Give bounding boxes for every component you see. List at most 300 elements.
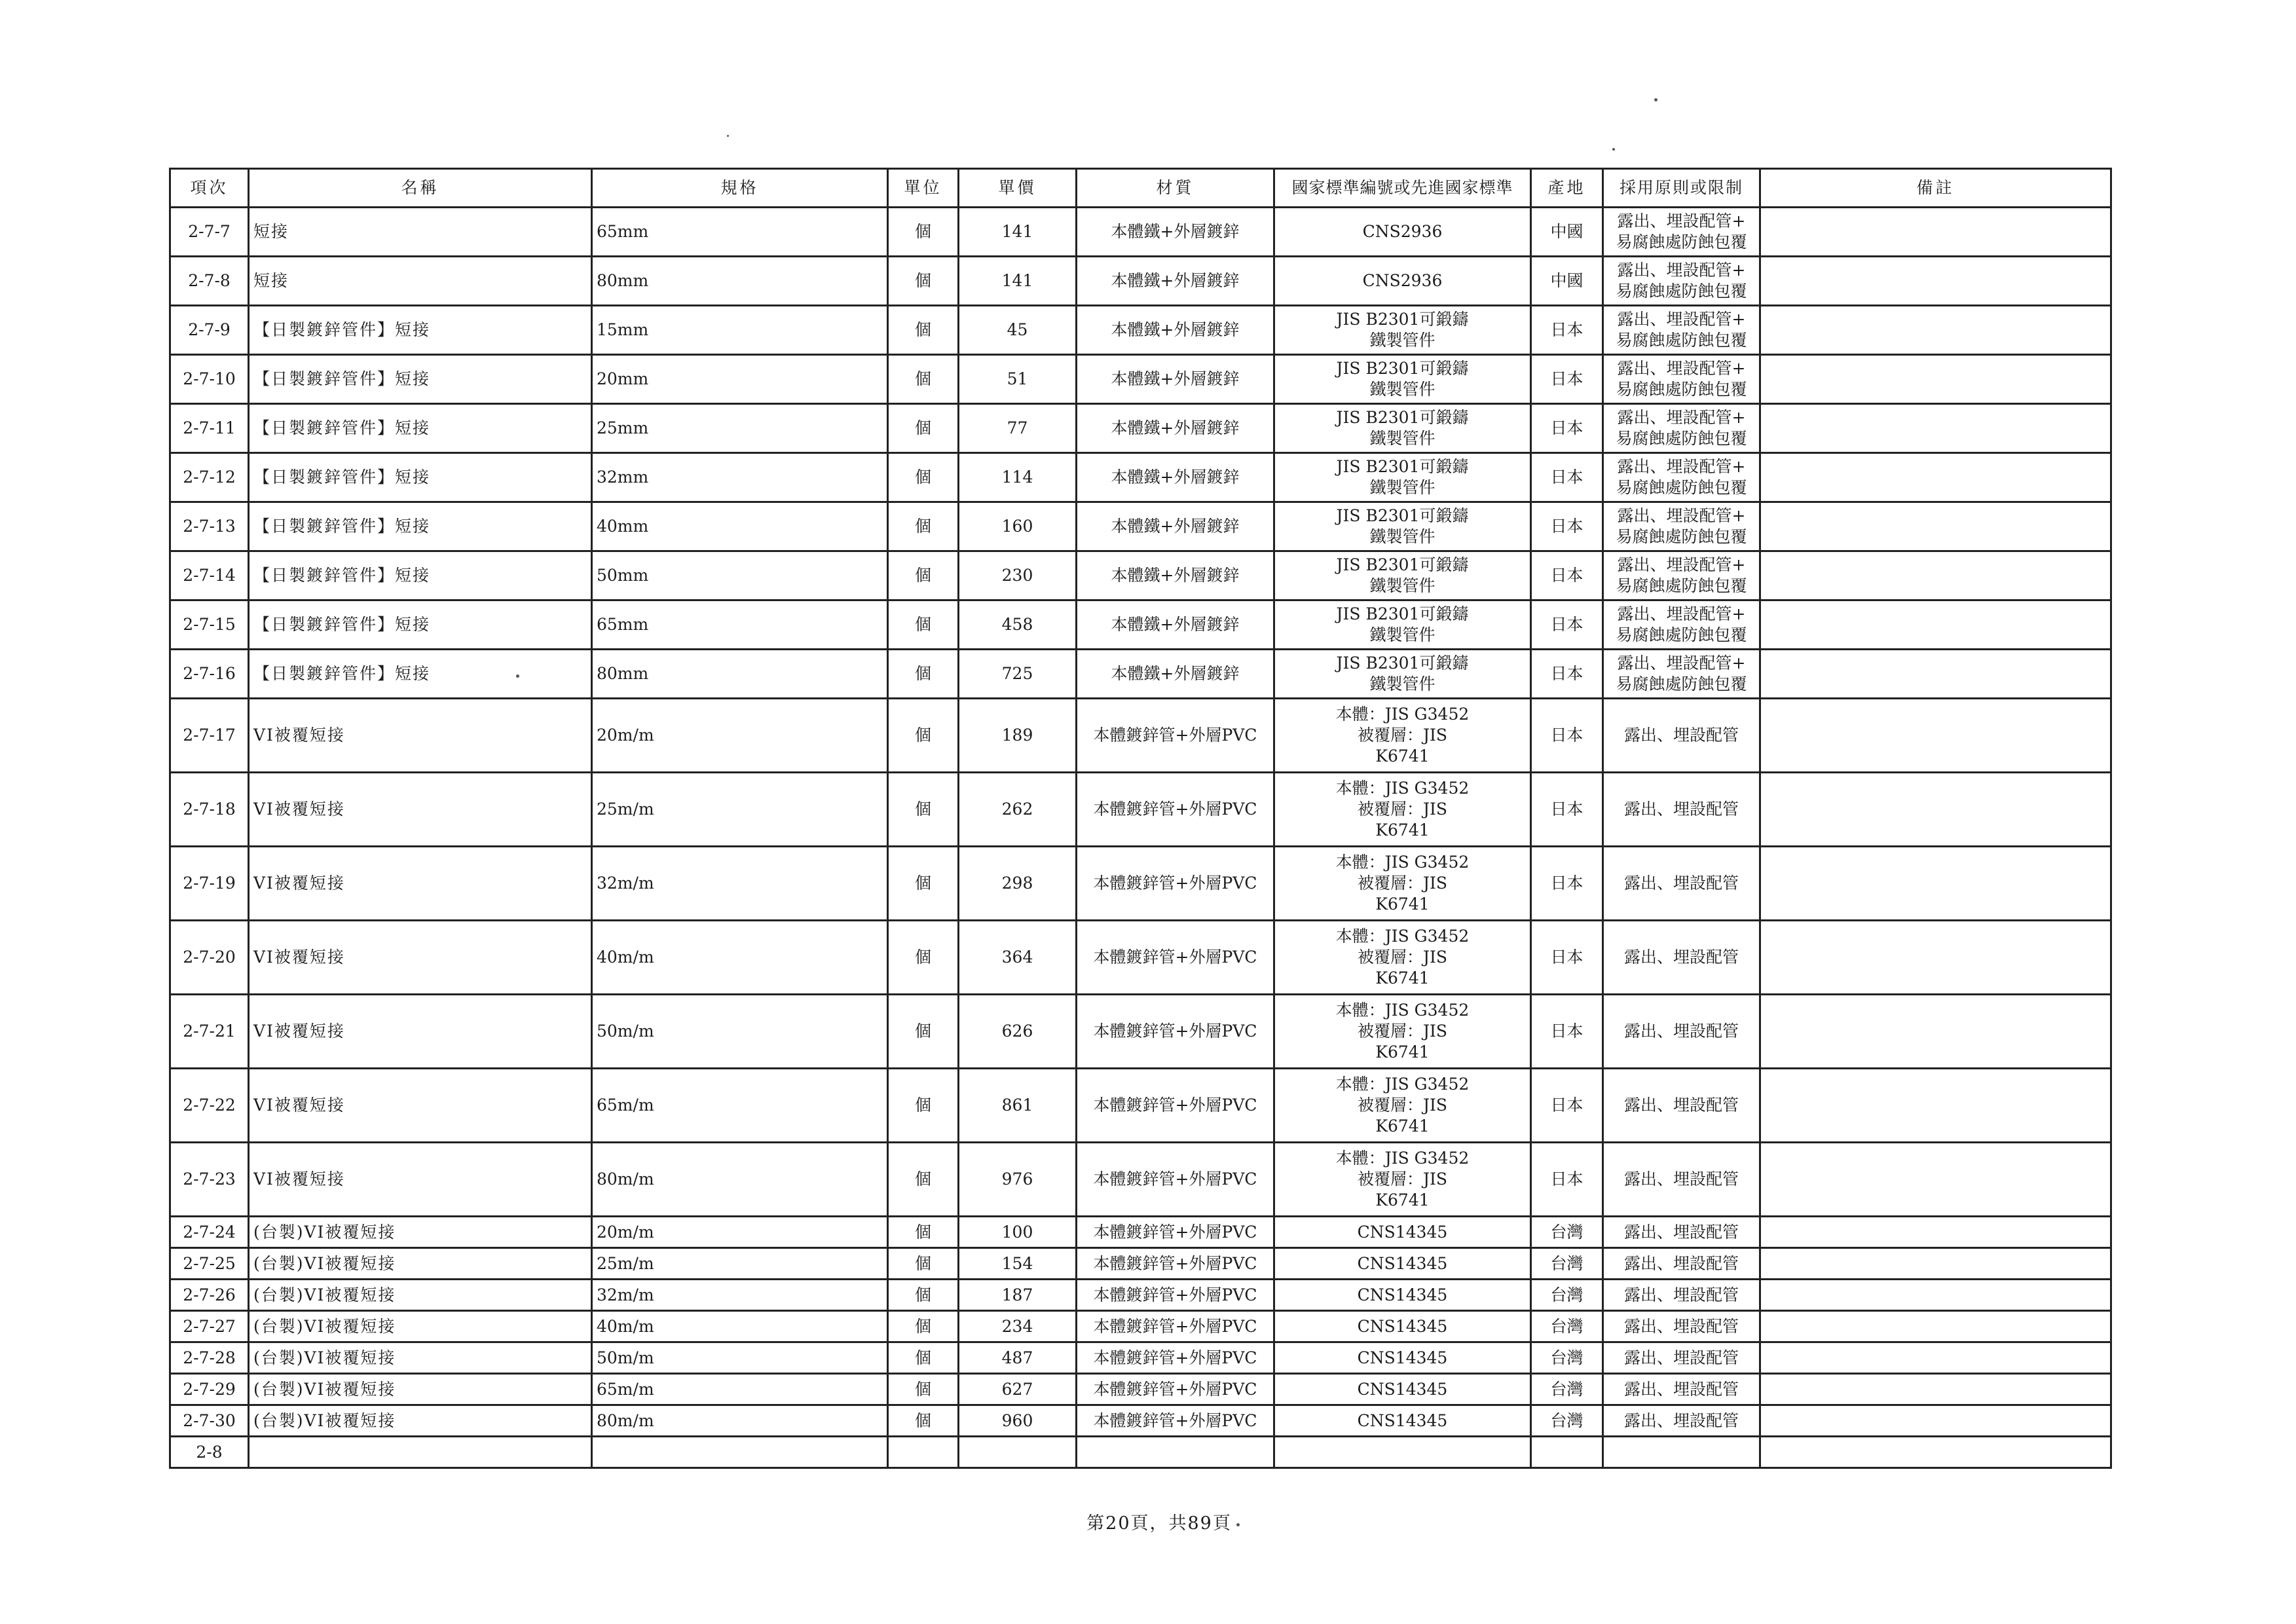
cell-material: 本體鐵+外層鍍鋅: [1077, 257, 1274, 306]
cell-remark: [1760, 995, 2111, 1069]
materials-table: [169, 168, 2112, 1469]
cell-name: (台製)VI被覆短接: [249, 1280, 592, 1311]
cell-remark: [1760, 208, 2111, 257]
cell-price: 298: [959, 847, 1077, 921]
cell-item: 2-7-14: [170, 551, 249, 600]
cell-rule: [1603, 773, 1760, 847]
header-price: 單價: [959, 169, 1077, 208]
standard-line: CNS2936: [1362, 271, 1443, 290]
rule-line: 露出、埋設配管: [1623, 1379, 1739, 1399]
cell-standard: [1274, 257, 1531, 306]
scan-speck: [1236, 1523, 1240, 1526]
cell-material: 本體鐵+外層鍍鋅: [1077, 551, 1274, 600]
standard-line: 被覆層：JIS: [1357, 1096, 1448, 1115]
cell-material: 本體鍍鋅管+外層PVC: [1077, 1342, 1274, 1374]
cell-item: 2-7-20: [170, 921, 249, 995]
standard-line: K6741: [1375, 969, 1430, 987]
cell-price: 77: [959, 404, 1077, 453]
cell-name: VI被覆短接: [249, 847, 592, 921]
cell-unit: [888, 1437, 959, 1468]
cell-name: 【日製鍍鋅管件】短接: [249, 650, 592, 699]
cell-remark: [1760, 453, 2111, 502]
cell-remark: [1760, 699, 2111, 773]
cell-name: 【日製鍍鋅管件】短接: [249, 551, 592, 600]
cell-name: (台製)VI被覆短接: [249, 1374, 592, 1405]
cell-standard: [1274, 650, 1531, 699]
standard-line: CNS14345: [1357, 1316, 1448, 1336]
cell-item: 2-7-15: [170, 600, 249, 650]
standard-line: 被覆層：JIS: [1357, 1022, 1448, 1041]
rule-line: 易腐蝕處防蝕包覆: [1616, 625, 1747, 644]
cell-name: 【日製鍍鋅管件】短接: [249, 355, 592, 404]
cell-rule: [1603, 1143, 1760, 1217]
table-row: [170, 404, 2111, 453]
price-spec-sheet: [169, 168, 2110, 1481]
table-row: [170, 551, 2111, 600]
cell-remark: [1760, 1248, 2111, 1280]
standard-line: 被覆層：JIS: [1357, 948, 1448, 967]
standard-line: JIS B2301可鍛鑄: [1336, 555, 1469, 574]
cell-unit: 個: [888, 995, 959, 1069]
cell-standard: [1274, 600, 1531, 650]
cell-unit: 個: [888, 1248, 959, 1280]
cell-price: 189: [959, 699, 1077, 773]
cell-origin: 日本: [1531, 306, 1603, 355]
cell-standard: [1274, 208, 1531, 257]
standard-line: CNS14345: [1357, 1411, 1448, 1430]
cell-unit: 個: [888, 551, 959, 600]
cell-origin: 日本: [1531, 847, 1603, 921]
header-rule: 採用原則或限制: [1603, 169, 1760, 208]
cell-unit: 個: [888, 404, 959, 453]
cell-standard: [1274, 1437, 1531, 1468]
table-body: [170, 208, 2111, 1468]
cell-spec: 15mm: [592, 306, 888, 355]
table-row: [170, 257, 2111, 306]
standard-line: JIS B2301可鍛鑄: [1336, 359, 1469, 378]
table-row: [170, 1143, 2111, 1217]
cell-remark: [1760, 1069, 2111, 1143]
cell-standard: [1274, 404, 1531, 453]
cell-origin: 日本: [1531, 355, 1603, 404]
table-row: [170, 773, 2111, 847]
cell-name: 【日製鍍鋅管件】短接: [249, 404, 592, 453]
cell-price: 976: [959, 1143, 1077, 1217]
standard-line: JIS B2301可鍛鑄: [1336, 506, 1469, 525]
header-material: 材質: [1077, 169, 1274, 208]
table-row: [170, 1280, 2111, 1311]
cell-material: 本體鐵+外層鍍鋅: [1077, 600, 1274, 650]
cell-name: 短接: [249, 208, 592, 257]
cell-item: 2-7-24: [170, 1217, 249, 1248]
cell-spec: 32m/m: [592, 847, 888, 921]
cell-remark: [1760, 1311, 2111, 1342]
rule-line: 露出、埋設配管: [1623, 1170, 1739, 1189]
cell-material: 本體鍍鋅管+外層PVC: [1077, 1374, 1274, 1405]
cell-rule: [1603, 453, 1760, 502]
table-row: [170, 1217, 2111, 1248]
scan-speck: [516, 674, 519, 678]
cell-name: [249, 1437, 592, 1468]
cell-remark: [1760, 355, 2111, 404]
cell-remark: [1760, 600, 2111, 650]
cell-item: 2-7-29: [170, 1374, 249, 1405]
rule-line: 易腐蝕處防蝕包覆: [1616, 527, 1747, 546]
cell-spec: 50m/m: [592, 995, 888, 1069]
cell-material: 本體鍍鋅管+外層PVC: [1077, 1405, 1274, 1437]
standard-line: 本體：JIS G3452: [1335, 1075, 1470, 1094]
cell-unit: 個: [888, 1405, 959, 1437]
standard-line: K6741: [1375, 1043, 1430, 1061]
cell-origin: 台灣: [1531, 1248, 1603, 1280]
table-row: [170, 502, 2111, 551]
cell-remark: [1760, 650, 2111, 699]
table-row: [170, 208, 2111, 257]
cell-remark: [1760, 1405, 2111, 1437]
cell-spec: 80mm: [592, 257, 888, 306]
cell-material: 本體鍍鋅管+外層PVC: [1077, 1248, 1274, 1280]
cell-price: 154: [959, 1248, 1077, 1280]
standard-line: K6741: [1375, 1190, 1430, 1209]
cell-price: 861: [959, 1069, 1077, 1143]
cell-material: 本體鍍鋅管+外層PVC: [1077, 1143, 1274, 1217]
standard-line: JIS B2301可鍛鑄: [1336, 457, 1469, 476]
cell-standard: [1274, 502, 1531, 551]
cell-remark: [1760, 1374, 2111, 1405]
cell-name: VI被覆短接: [249, 773, 592, 847]
header-name: 名稱: [249, 169, 592, 208]
cell-unit: 個: [888, 699, 959, 773]
cell-standard: [1274, 306, 1531, 355]
cell-rule: [1603, 1374, 1760, 1405]
standard-line: 被覆層：JIS: [1357, 800, 1448, 819]
cell-standard: [1274, 1311, 1531, 1342]
cell-unit: 個: [888, 1143, 959, 1217]
cell-origin: 日本: [1531, 551, 1603, 600]
cell-rule: [1603, 404, 1760, 453]
cell-standard: [1274, 355, 1531, 404]
cell-name: (台製)VI被覆短接: [249, 1405, 592, 1437]
cell-rule: [1603, 1280, 1760, 1311]
rule-line: 露出、埋設配管+: [1617, 359, 1746, 378]
header-spec: 規格: [592, 169, 888, 208]
standard-line: 被覆層：JIS: [1357, 726, 1448, 745]
cell-name: 【日製鍍鋅管件】短接: [249, 306, 592, 355]
cell-unit: 個: [888, 1342, 959, 1374]
standard-line: CNS14345: [1357, 1222, 1448, 1242]
cell-origin: 日本: [1531, 1143, 1603, 1217]
cell-unit: 個: [888, 257, 959, 306]
cell-origin: 日本: [1531, 453, 1603, 502]
standard-line: 鐵製管件: [1369, 478, 1435, 497]
table-row: [170, 1374, 2111, 1405]
standard-line: JIS B2301可鍛鑄: [1336, 310, 1469, 329]
cell-price: 364: [959, 921, 1077, 995]
header-standard: 國家標準編號或先進國家標準: [1274, 169, 1531, 208]
cell-item: 2-7-19: [170, 847, 249, 921]
cell-rule: [1603, 1342, 1760, 1374]
table-row: [170, 1248, 2111, 1280]
standard-line: JIS B2301可鍛鑄: [1336, 604, 1469, 623]
cell-material: 本體鐵+外層鍍鋅: [1077, 306, 1274, 355]
cell-spec: 80m/m: [592, 1405, 888, 1437]
cell-standard: [1274, 1143, 1531, 1217]
cell-spec: 65m/m: [592, 1069, 888, 1143]
cell-origin: 日本: [1531, 699, 1603, 773]
table-row: [170, 650, 2111, 699]
rule-line: 易腐蝕處防蝕包覆: [1616, 576, 1747, 595]
cell-spec: 32m/m: [592, 1280, 888, 1311]
cell-origin: 日本: [1531, 404, 1603, 453]
rule-line: 露出、埋設配管+: [1617, 408, 1746, 427]
cell-standard: [1274, 995, 1531, 1069]
header-remark: 備註: [1760, 169, 2111, 208]
cell-item: 2-7-23: [170, 1143, 249, 1217]
cell-name: VI被覆短接: [249, 921, 592, 995]
cell-price: 51: [959, 355, 1077, 404]
cell-origin: 日本: [1531, 921, 1603, 995]
cell-unit: 個: [888, 1069, 959, 1143]
table-row: [170, 1069, 2111, 1143]
cell-price: 160: [959, 502, 1077, 551]
header-item: 項次: [170, 169, 249, 208]
standard-line: 被覆層：JIS: [1357, 1170, 1448, 1189]
cell-material: 本體鐵+外層鍍鋅: [1077, 453, 1274, 502]
cell-rule: [1603, 208, 1760, 257]
cell-rule: [1603, 1437, 1760, 1468]
cell-rule: [1603, 257, 1760, 306]
cell-price: 234: [959, 1311, 1077, 1342]
rule-line: 露出、埋設配管+: [1617, 555, 1746, 574]
cell-rule: [1603, 1248, 1760, 1280]
cell-standard: [1274, 773, 1531, 847]
cell-material: 本體鍍鋅管+外層PVC: [1077, 1280, 1274, 1311]
cell-origin: [1531, 1437, 1603, 1468]
cell-rule: [1603, 699, 1760, 773]
cell-material: 本體鐵+外層鍍鋅: [1077, 650, 1274, 699]
cell-rule: [1603, 600, 1760, 650]
cell-material: 本體鍍鋅管+外層PVC: [1077, 847, 1274, 921]
cell-material: 本體鐵+外層鍍鋅: [1077, 208, 1274, 257]
cell-item: 2-7-18: [170, 773, 249, 847]
cell-rule: [1603, 847, 1760, 921]
cell-remark: [1760, 257, 2111, 306]
cell-origin: 台灣: [1531, 1311, 1603, 1342]
cell-spec: 50m/m: [592, 1342, 888, 1374]
cell-spec: 80m/m: [592, 1143, 888, 1217]
cell-unit: 個: [888, 502, 959, 551]
rule-line: 露出、埋設配管: [1623, 1285, 1739, 1304]
cell-remark: [1760, 1342, 2111, 1374]
cell-name: VI被覆短接: [249, 1069, 592, 1143]
rule-line: 露出、埋設配管: [1623, 1316, 1739, 1336]
cell-name: 【日製鍍鋅管件】短接: [249, 502, 592, 551]
rule-line: 露出、埋設配管+: [1617, 310, 1746, 329]
cell-standard: [1274, 921, 1531, 995]
standard-line: K6741: [1375, 747, 1430, 766]
cell-remark: [1760, 1143, 2111, 1217]
cell-unit: 個: [888, 306, 959, 355]
table-row: [170, 1405, 2111, 1437]
rule-line: 易腐蝕處防蝕包覆: [1616, 674, 1747, 693]
cell-standard: [1274, 1069, 1531, 1143]
cell-price: 141: [959, 257, 1077, 306]
table-row: [170, 921, 2111, 995]
standard-line: 本體：JIS G3452: [1335, 1149, 1470, 1168]
cell-item: 2-7-21: [170, 995, 249, 1069]
cell-origin: 台灣: [1531, 1405, 1603, 1437]
page-number: 第20頁，共89頁: [1086, 1513, 1232, 1534]
scan-speck: [727, 135, 729, 137]
cell-spec: 50mm: [592, 551, 888, 600]
cell-material: 本體鍍鋅管+外層PVC: [1077, 773, 1274, 847]
rule-line: 露出、埋設配管+: [1617, 506, 1746, 525]
cell-spec: 65mm: [592, 600, 888, 650]
rule-line: 露出、埋設配管: [1623, 1022, 1739, 1041]
rule-line: 易腐蝕處防蝕包覆: [1616, 380, 1747, 399]
table-row: [170, 1311, 2111, 1342]
cell-name: 【日製鍍鋅管件】短接: [249, 453, 592, 502]
rule-line: 露出、埋設配管+: [1617, 261, 1746, 280]
cell-remark: [1760, 921, 2111, 995]
rule-line: 露出、埋設配管: [1623, 1222, 1739, 1242]
cell-rule: [1603, 355, 1760, 404]
standard-line: 鐵製管件: [1369, 429, 1435, 448]
rule-line: 露出、埋設配管+: [1617, 604, 1746, 623]
cell-remark: [1760, 773, 2111, 847]
cell-name: (台製)VI被覆短接: [249, 1217, 592, 1248]
cell-material: 本體鍍鋅管+外層PVC: [1077, 921, 1274, 995]
rule-line: 易腐蝕處防蝕包覆: [1616, 331, 1747, 350]
cell-spec: 40mm: [592, 502, 888, 551]
cell-name: VI被覆短接: [249, 995, 592, 1069]
cell-item: 2-7-7: [170, 208, 249, 257]
rule-line: 露出、埋設配管: [1623, 726, 1739, 745]
cell-price: 487: [959, 1342, 1077, 1374]
cell-material: 本體鍍鋅管+外層PVC: [1077, 1311, 1274, 1342]
cell-item: 2-7-30: [170, 1405, 249, 1437]
cell-standard: [1274, 1248, 1531, 1280]
standard-line: K6741: [1375, 895, 1430, 913]
table-row: [170, 306, 2111, 355]
standard-line: 本體：JIS G3452: [1335, 1001, 1470, 1020]
cell-remark: [1760, 551, 2111, 600]
rule-line: 露出、埋設配管+: [1617, 212, 1746, 231]
table-row: [170, 847, 2111, 921]
standard-line: K6741: [1375, 821, 1430, 840]
cell-price: [959, 1437, 1077, 1468]
table-row: [170, 995, 2111, 1069]
cell-remark: [1760, 847, 2111, 921]
rule-line: 露出、埋設配管: [1623, 1411, 1739, 1430]
header-origin: 產地: [1531, 169, 1603, 208]
cell-remark: [1760, 1437, 2111, 1468]
cell-material: 本體鐵+外層鍍鋅: [1077, 404, 1274, 453]
cell-origin: 台灣: [1531, 1280, 1603, 1311]
cell-material: 本體鍍鋅管+外層PVC: [1077, 995, 1274, 1069]
cell-standard: [1274, 847, 1531, 921]
cell-name: (台製)VI被覆短接: [249, 1311, 592, 1342]
cell-remark: [1760, 404, 2111, 453]
cell-remark: [1760, 1217, 2111, 1248]
table-row: [170, 355, 2111, 404]
cell-material: 本體鍍鋅管+外層PVC: [1077, 1069, 1274, 1143]
standard-line: 鐵製管件: [1369, 576, 1435, 595]
scan-speck: [1612, 148, 1615, 151]
cell-unit: 個: [888, 1280, 959, 1311]
cell-item: 2-7-10: [170, 355, 249, 404]
cell-origin: 日本: [1531, 995, 1603, 1069]
cell-material: [1077, 1437, 1274, 1468]
rule-line: 露出、埋設配管+: [1617, 457, 1746, 476]
cell-rule: [1603, 921, 1760, 995]
table-row: [170, 1437, 2111, 1468]
cell-spec: 65m/m: [592, 1374, 888, 1405]
cell-remark: [1760, 306, 2111, 355]
cell-standard: [1274, 699, 1531, 773]
rule-line: 易腐蝕處防蝕包覆: [1616, 282, 1747, 301]
scan-speck: [1654, 98, 1657, 101]
standard-line: 本體：JIS G3452: [1335, 705, 1470, 724]
cell-unit: 個: [888, 773, 959, 847]
cell-spec: 20mm: [592, 355, 888, 404]
header-unit: 單位: [888, 169, 959, 208]
cell-rule: [1603, 1217, 1760, 1248]
cell-price: 45: [959, 306, 1077, 355]
standard-line: 本體：JIS G3452: [1335, 927, 1470, 946]
cell-unit: 個: [888, 1217, 959, 1248]
standard-line: CNS14345: [1357, 1253, 1448, 1273]
standard-line: 鐵製管件: [1369, 674, 1435, 693]
table-header-row: [170, 169, 2111, 208]
cell-rule: [1603, 1069, 1760, 1143]
rule-line: 露出、埋設配管: [1623, 800, 1739, 819]
cell-material: 本體鐵+外層鍍鋅: [1077, 502, 1274, 551]
rule-line: 易腐蝕處防蝕包覆: [1616, 429, 1747, 448]
cell-standard: [1274, 1342, 1531, 1374]
cell-item: 2-7-13: [170, 502, 249, 551]
standard-line: CNS14345: [1357, 1348, 1448, 1367]
cell-name: 【日製鍍鋅管件】短接: [249, 600, 592, 650]
standard-line: JIS B2301可鍛鑄: [1336, 408, 1469, 427]
cell-item: 2-7-17: [170, 699, 249, 773]
rule-line: 露出、埋設配管: [1623, 1348, 1739, 1367]
cell-spec: 25m/m: [592, 1248, 888, 1280]
cell-origin: 台灣: [1531, 1217, 1603, 1248]
cell-unit: 個: [888, 1311, 959, 1342]
cell-name: 短接: [249, 257, 592, 306]
cell-rule: [1603, 1405, 1760, 1437]
cell-spec: 40m/m: [592, 1311, 888, 1342]
cell-item: 2-7-16: [170, 650, 249, 699]
cell-item: 2-7-26: [170, 1280, 249, 1311]
cell-unit: 個: [888, 600, 959, 650]
cell-spec: 32mm: [592, 453, 888, 502]
cell-item: 2-7-9: [170, 306, 249, 355]
table-row: [170, 699, 2111, 773]
cell-price: 627: [959, 1374, 1077, 1405]
cell-item: 2-8: [170, 1437, 249, 1468]
cell-item: 2-7-22: [170, 1069, 249, 1143]
table-row: [170, 453, 2111, 502]
cell-origin: 中國: [1531, 257, 1603, 306]
cell-price: 262: [959, 773, 1077, 847]
cell-unit: 個: [888, 208, 959, 257]
cell-name: VI被覆短接: [249, 699, 592, 773]
standard-line: CNS14345: [1357, 1379, 1448, 1399]
cell-remark: [1760, 502, 2111, 551]
cell-origin: 日本: [1531, 650, 1603, 699]
